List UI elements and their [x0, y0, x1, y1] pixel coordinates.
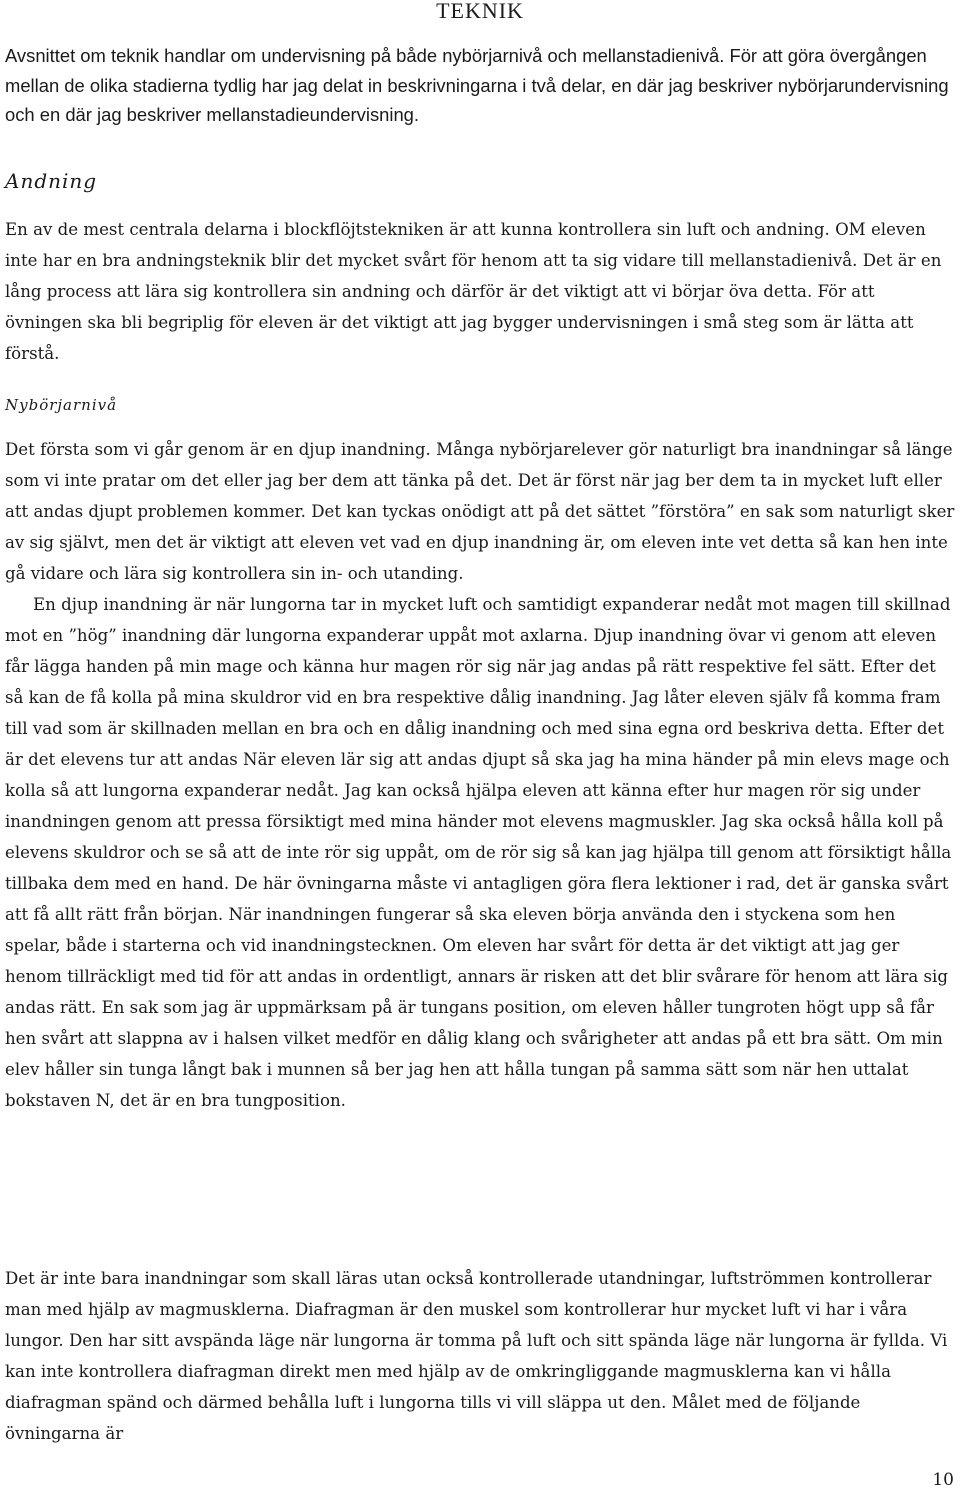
andning-paragraph — [5, 214, 955, 369]
page-title: TEKNIK — [436, 0, 524, 23]
nyborjarniva-paragraph-1: Det första som vi går genom är en djup inandning. Många nybörjarelever gör naturligt bra inandningar så länge som vi inte pratar om det eller jag ber dem att tänka på det. Det är först när jag ber dem ta in mycket luft eller att andas djupt problemen kommer. Det kan tyckas onödigt att på det sättet ”förstöra” en sak som naturligt sker av sig självt, men det är viktigt att eleven vet vad en djup inandning är, om eleven inte vet detta så kan hen inte gå vidare och lära sig kontrollera sin in- och utanding. — [5, 440, 955, 583]
section-heading-nyborjarniva: Nybörjarnivå — [5, 396, 118, 414]
nyborjarniva-paragraph-3: Det är inte bara inandningar som skall läras utan också kontrollerade utandningar, luftströmmen kontrollerar man med hjälp av magmusklerna. Diafragman är den muskel som kontrollerar hur mycket luft vi har i våra lungor. Den har sitt avspända läge när lungorna är tomma på luft och sitt spända läge när lungorna är fyllda. Vi kan inte kontrollera diafragman direkt men med hjälp av de omkringliggande magmusklerna kan vi hålla diafragman spänd och därmed behålla luft i lungorna tills vi vill släppa ut den. Målet med de följande övningarna är — [5, 1269, 948, 1443]
nyborjarniva-body — [5, 434, 955, 1116]
nyborjarniva-paragraph-3-block — [5, 1263, 955, 1449]
intro-paragraph: Avsnittet om teknik handlar om undervisning på både nybörjarnivå och mellanstadienivå. För att göra övergången mellan de olika stadierna tydlig har jag delat in beskrivningarna i två delar, en där jag beskriver nybörjarundervisning och en där jag beskriver mellanstadieundervisning. — [5, 45, 949, 125]
page-number: 10 — [932, 1470, 954, 1490]
section-heading-andning: Andning — [5, 169, 98, 193]
nyborjarniva-paragraph-2: En djup inandning är när lungorna tar in mycket luft och samtidigt expanderar nedåt mot magen till skillnad mot en ”hög” inandning där lungorna expanderar uppåt mot axlarna. Djup inandning övar vi genom att eleven får lägga handen på min mage och känna hur magen rör sig när jag andas på rätt respektive fel sätt. Efter det så kan de få kolla på mina skuldror vid en bra respektive dålig inandning. Jag låter eleven själv få komma fram till vad som är skillnaden mellan en bra och en dålig inandning och med sina egna ord beskriva detta. Efter det är det elevens tur att andas När eleven lär sig att andas djupt så ska jag ha mina händer på min elevs mage och kolla så att lungorna expanderar nedåt. Jag kan också hjälpa eleven att känna efter hur magen rör sig under inandningen genom att pressa försiktigt med mina händer mot elevens magmuskler. Jag ska också hålla koll på elevens skuldror och se så att de inte rör sig uppåt, om de rör sig så kan jag hjälpa till genom att försiktigt hålla tillbaka dem med en hand. De här övningarna måste vi antagligen göra flera lektioner i rad, det är ganska svårt att få allt rätt från början. När inandningen fungerar så ska eleven börja använda den i styckena som hen spelar, både i starterna och vid inandningstecknen. Om eleven har svårt för detta är det viktigt att jag ger henom tillräckligt med tid för att andas in ordentligt, annars är risken att det blir svårare för henom att lära sig andas rätt. En sak som jag är uppmärksam på är tungans position, om eleven håller tungroten högt upp så får hen svårt att slappna av i halsen vilket medför en dålig klang och svårigheter att andas på ett bra sätt. Om min elev håller sin tunga långt bak i munnen så ber jag hen att hålla tungan på samma sätt som när hen uttalat bokstaven N, det är en bra tungposition. — [5, 595, 952, 1110]
andning-text: En av de mest centrala delarna i blockflöjtstekniken är att kunna kontrollera sin luft och andning. OM eleven inte har en bra andningsteknik blir det mycket svårt för henom att ta sig vidare till mellanstadienivå. Det är en lång process att lära sig kontrollera sin andning och därför är det viktigt att vi börjar öva detta. För att övningen ska bli begriplig för eleven är det viktigt att jag bygger undervisningen i små steg som är lätta att förstå. — [5, 220, 942, 363]
